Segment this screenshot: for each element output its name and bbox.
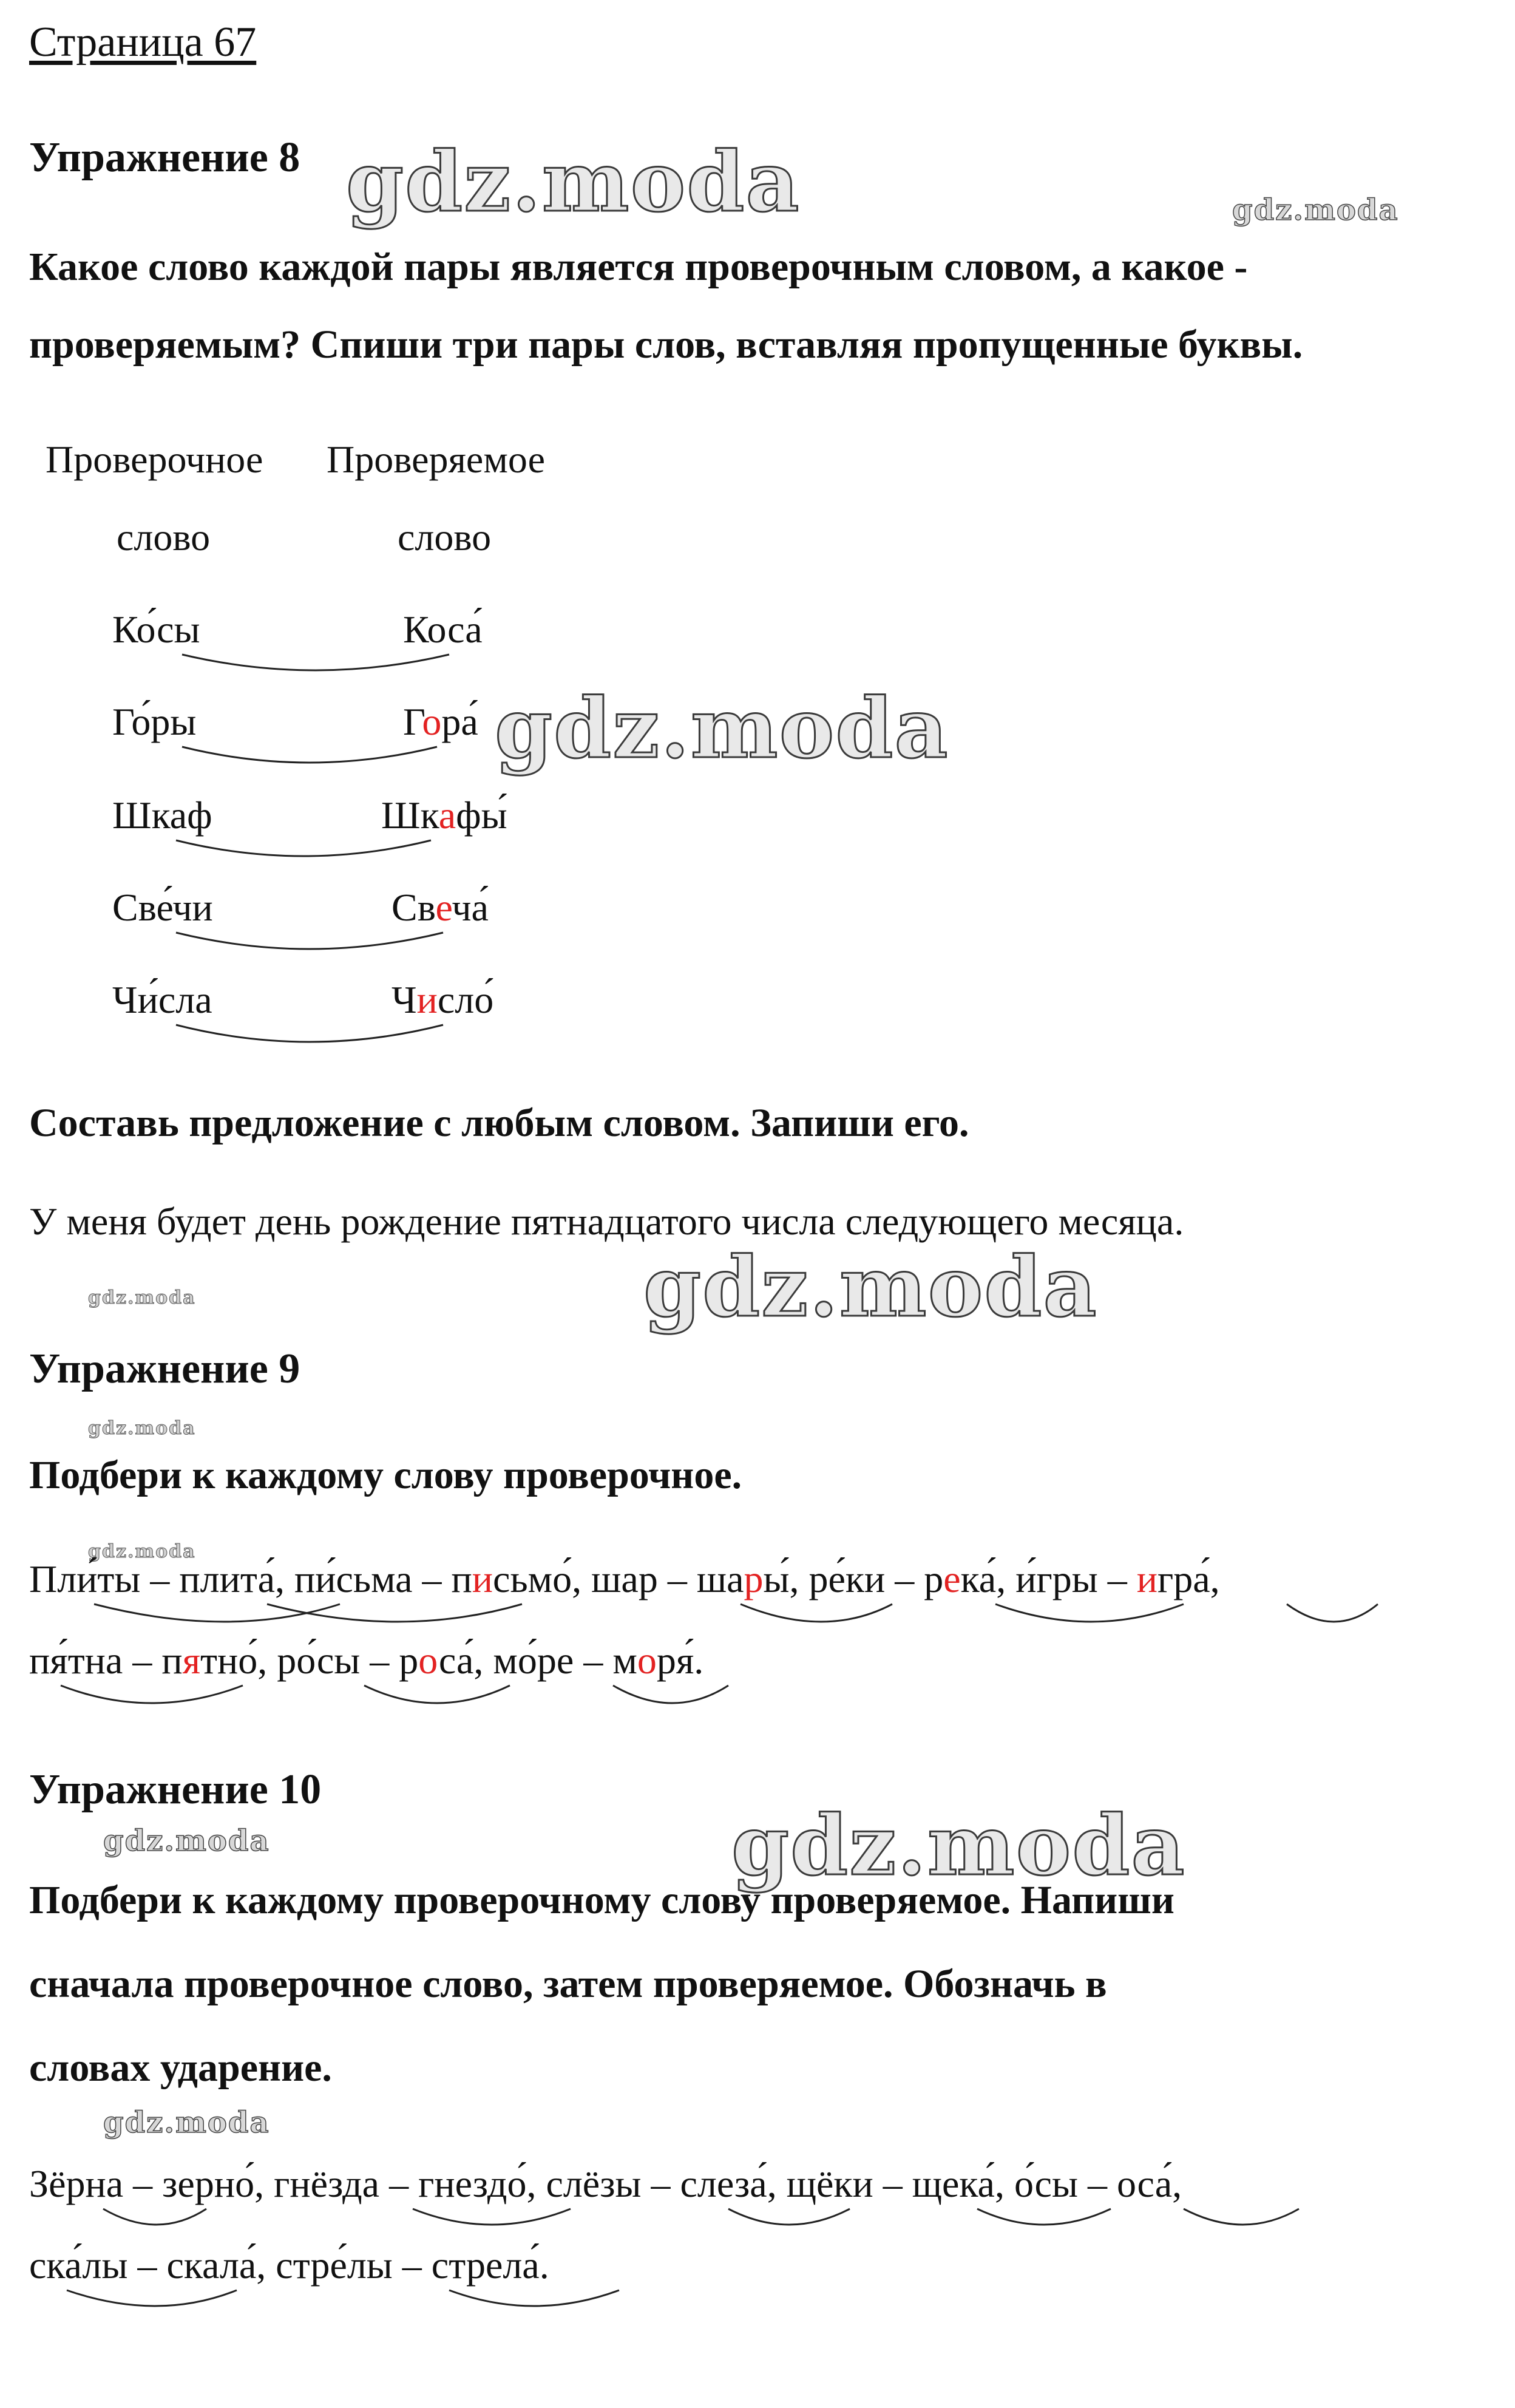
link-arc [94, 1604, 340, 1622]
link-arc [741, 1604, 892, 1622]
answer-text: ка́, и́гры – [960, 1557, 1137, 1600]
link-arc [176, 933, 443, 949]
check-word: Све́чи [112, 886, 213, 929]
link-arc [1184, 2209, 1299, 2225]
link-arc [67, 2290, 237, 2306]
exercise-9-task: Подбери к каждому слову проверочное. [29, 1453, 742, 1497]
watermark-logo: gdz.moda [643, 1239, 1098, 1336]
answer-text: сьмо́, шар – ша [493, 1557, 744, 1600]
inserted-letter: я [182, 1639, 200, 1682]
answer-text: са́, мо́ре – м [438, 1639, 637, 1682]
exercise-9-answer-line [29, 1638, 703, 1683]
exercise-8-task-line: проверяемым? Спиши три пары слов, вставляя пропущенные буквы. [29, 322, 1303, 367]
column-header-target-word: слово [398, 515, 492, 559]
link-arc [182, 655, 449, 670]
inserted-letter: о [637, 1639, 657, 1682]
inserted-letter: р [744, 1557, 764, 1600]
answer-text: тно́, ро́сы – р [200, 1639, 419, 1682]
link-arc [182, 747, 437, 763]
exercise-10-answer-line: Зёрна – зерно́, гнёзда – гнездо́, слёзы – слеза́, щёки – щека́, о́сы – оса́, [29, 2162, 1182, 2205]
link-arc [728, 2209, 850, 2225]
watermark-logo: gdz.moda [103, 2106, 270, 2140]
target-word: Коса́ [403, 608, 483, 651]
watermark-logo: gdz.moda [495, 680, 949, 777]
target-word: Шкафы́ [381, 794, 507, 837]
link-arc [613, 1685, 728, 1703]
link-arc [995, 1604, 1184, 1622]
answer-text: ы́, ре́ки – р [763, 1557, 944, 1600]
watermark-logo: gdz.moda [88, 1287, 196, 1308]
exercise-9-title: Упражнение 9 [29, 1345, 300, 1392]
exercise-10-title: Упражнение 10 [29, 1766, 322, 1813]
link-arc [977, 2209, 1111, 2225]
inserted-letter: и [1136, 1557, 1157, 1600]
link-arc [1287, 1604, 1378, 1622]
check-word: Шкаф [112, 794, 212, 837]
answer-text: гра́, [1157, 1557, 1220, 1600]
inserted-letter: о [418, 1639, 439, 1682]
column-header-check-word: слово [117, 515, 211, 559]
target-word: Свеча́ [391, 886, 489, 929]
answer-text: ря́. [656, 1639, 704, 1682]
watermark-logo: gdz.moda [346, 134, 801, 231]
inserted-letter: и [472, 1557, 493, 1600]
exercise-9-answer-line [29, 1557, 1220, 1602]
exercise-10-task-line: сначала проверочное слово, затем проверяемое. Обозначь в [29, 1962, 1107, 2006]
link-arc [176, 1025, 443, 1042]
exercise-10-answer-line: ска́лы – скала́, стре́лы – стрела́. [29, 2243, 549, 2287]
target-word: Гора́ [403, 700, 478, 743]
watermark-logo: gdz.moda [731, 1797, 1186, 1894]
sentence-task: Составь предложение с любым словом. Запиши его. [29, 1101, 969, 1145]
link-arc [103, 2209, 206, 2225]
answer-text: Пли́ты – плита́, пи́сьма – п [29, 1557, 472, 1600]
exercise-10-task-line: словах ударение. [29, 2046, 332, 2090]
page-title: Страница 67 [29, 19, 257, 66]
answer-text: пя́тна – п [29, 1639, 183, 1682]
target-word: Число́ [391, 978, 494, 1021]
link-arc [364, 1685, 510, 1703]
watermark-logo: gdz.moda [103, 1824, 270, 1858]
column-header-check: Проверочное [46, 438, 263, 481]
watermark-logo: gdz.moda [1232, 193, 1399, 227]
watermark-logo: gdz.moda [88, 1541, 196, 1562]
link-arc [61, 1685, 243, 1703]
link-arc [413, 2209, 571, 2225]
answer-sentence: У меня будет день рождение пятнадцатого числа следующего месяца. [29, 1200, 1184, 1243]
exercise-8-task-line: Какое слово каждой пары является проверочным словом, а какое - [29, 245, 1248, 289]
exercise-10-task-line: Подбери к каждому проверочному слову проверяемое. Напиши [29, 1878, 1174, 1922]
check-word: Чи́сла [112, 978, 212, 1021]
inserted-letter: е [943, 1557, 961, 1600]
watermark-logo: gdz.moda [88, 1418, 196, 1439]
link-arc [449, 2290, 619, 2306]
link-arc [176, 840, 431, 856]
check-word: Ко́сы [112, 608, 200, 651]
column-header-target: Проверяемое [327, 438, 545, 481]
link-arc [267, 1604, 522, 1622]
check-word: Го́ры [112, 700, 197, 743]
exercise-8-title: Упражнение 8 [29, 134, 300, 181]
